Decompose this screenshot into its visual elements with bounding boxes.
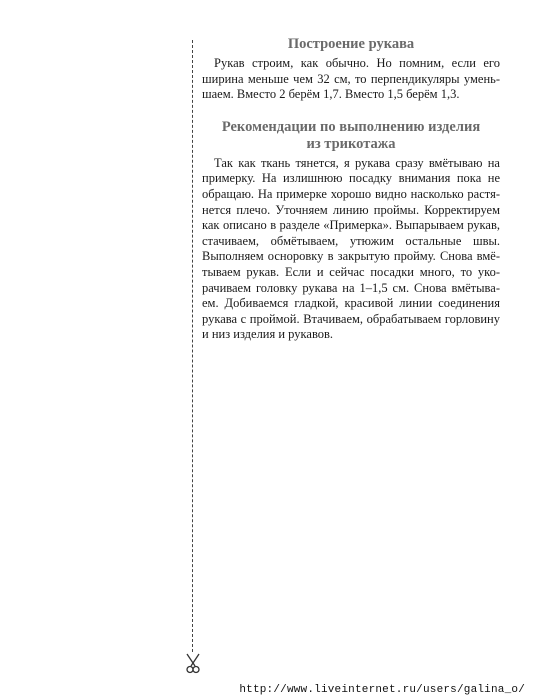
text-line: как описано в разделе «Примерка». Выпарываем рукав, bbox=[202, 218, 500, 233]
source-url: http://www.liveinternet.ru/users/galina_o/ bbox=[239, 684, 525, 696]
text-line: тываем рукав. Если и сейчас посадки много, то уко- bbox=[202, 264, 500, 279]
text-line: нется плечо. Уточняем линию проймы. Корректируем bbox=[202, 202, 500, 217]
paragraph-knitwear-recommendations bbox=[202, 156, 500, 343]
text-line: и низ изделия и рукавов. bbox=[202, 327, 334, 342]
text-line: шаем. Вместо 2 берём 1,7. Вместо 1,5 берём 1,3. bbox=[202, 87, 460, 102]
dashed-cut-line bbox=[192, 40, 193, 652]
heading-line: Рекомендации по выполнению изделия bbox=[221, 118, 481, 135]
text-line: обращаю. На примерке хорошо видно насколько растя- bbox=[202, 186, 500, 201]
scissors-icon bbox=[184, 652, 202, 674]
heading-line: из трикотажа bbox=[306, 135, 396, 152]
text-line: рукава с проймой. Втачиваем, обрабатываем горловину bbox=[202, 311, 500, 326]
text-line: ем. Добиваемся гладкой, красивой линии соединения bbox=[202, 296, 500, 311]
section-heading-knitwear-recommendations bbox=[202, 119, 500, 153]
text-column bbox=[202, 36, 500, 343]
text-line: примерку. На излишнюю посадку внимания пока не bbox=[202, 171, 500, 186]
section-heading-sleeve-construction: Построение рукава bbox=[287, 36, 415, 52]
text-line: рачиваем головку рукава на 1–1,5 см. Снова вмётыва- bbox=[202, 280, 500, 295]
paragraph-sleeve-construction bbox=[202, 56, 500, 103]
text-line: Так как ткань тянется, я рукава сразу вмётываю на bbox=[214, 155, 500, 170]
text-line: ширина меньше чем 32 см, то перпендикуляры умень- bbox=[202, 71, 500, 86]
text-line: Выполняем осноровку в закрытую пройму. Снова вмё- bbox=[202, 249, 500, 264]
text-line: Рукав строим, как обычно. Но помним, если его bbox=[214, 56, 500, 70]
text-line: стачиваем, обмётываем, утюжим остальные швы. bbox=[202, 233, 500, 248]
